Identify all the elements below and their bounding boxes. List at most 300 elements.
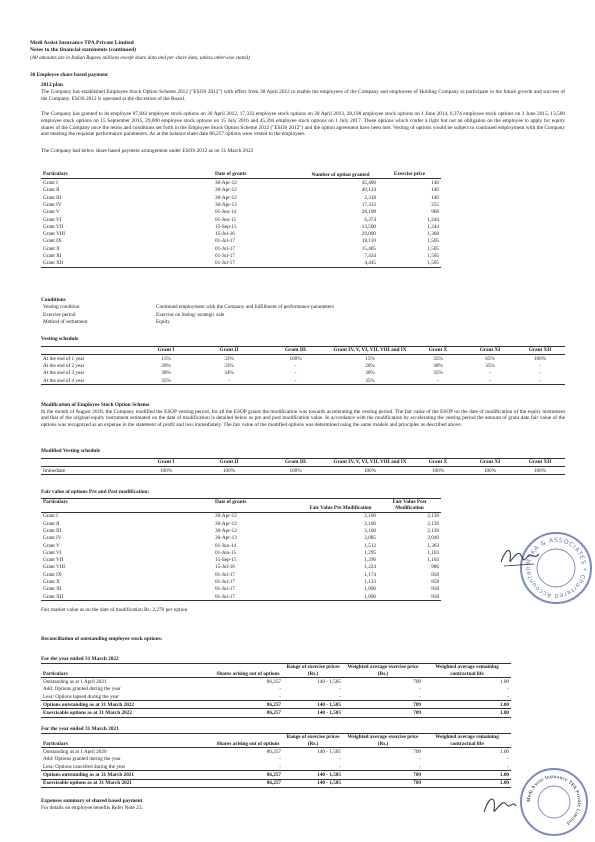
grant-price: 140: [431, 187, 439, 194]
recon-2022-title: For the year ended 31 March 2022: [41, 655, 119, 662]
vesting-cell: 20%: [365, 363, 375, 369]
recon-2021-header: Particulars: [43, 740, 68, 747]
fv-pre: 1,123: [364, 579, 376, 586]
fv-grant: Grant VII: [43, 557, 64, 564]
modvest-header: Grant XI: [479, 459, 501, 466]
section-intro: [30, 72, 565, 154]
recon-2022-total-cell: 140 - 1,505: [283, 709, 343, 717]
fv-grant: Grant IV: [43, 535, 62, 542]
grant-name: Grant XII: [43, 260, 64, 267]
recon-2021-cell: 1.00: [499, 749, 509, 756]
grant-options: 15,405: [361, 245, 376, 252]
recon-2021-cell: 86,257: [266, 749, 281, 756]
modvest-header: Grant III: [285, 459, 306, 466]
recon-2021-cell: -: [339, 763, 341, 770]
grant-price: 255: [431, 201, 439, 208]
grant-price: 140: [431, 194, 439, 201]
condition-value: Equity: [156, 319, 170, 325]
grants-header-number: Number of option granted: [311, 171, 370, 178]
table-row: [41, 466, 565, 474]
vesting-cell: At the end of 2 year: [43, 363, 85, 369]
table-row: [41, 201, 441, 208]
table-row: [41, 512, 441, 520]
table-row: [41, 187, 441, 194]
recon-2022-cell: -: [507, 693, 509, 700]
company-stamp-graphic: [522, 770, 586, 834]
grants-header-price: Exercise price: [393, 171, 426, 177]
auditor-stamp-text: MSKA & ASSOCIATES * Chartered Accountan: [524, 536, 588, 600]
table-row: [41, 535, 441, 542]
intro-paragraph-1: The Company has established Employee Stock Option Scheme 2012 ("ESOS 2012") with effect from 30 April 2012 to enable the employees of the Company and employees of Holding Company to participate in the future growth and success of the Company. ESOS 2012 is operated at the discretion of the Board.: [41, 89, 565, 102]
vesting-header: Grant XI: [479, 347, 501, 354]
fv-post: 858: [431, 593, 439, 600]
fv-date: 30-Apr-12: [215, 528, 237, 534]
fv-header-pre: Fair Value Pre Modification: [309, 505, 372, 512]
table-row: [41, 216, 441, 223]
vesting-header: Grant II: [219, 347, 239, 354]
recon-2021-total-cell: 140 - 1,505: [283, 779, 343, 787]
table-row: [41, 354, 565, 362]
vesting-cell: -: [539, 370, 541, 377]
vesting-cell: -: [437, 377, 439, 384]
fv-pre: 1,224: [364, 564, 376, 571]
grant-options: 45,400: [361, 180, 376, 187]
fv-pre: 1,174: [364, 571, 376, 578]
footer-block: [41, 798, 341, 811]
grant-name: Grant V: [43, 209, 60, 216]
recon-2022-cell: -: [339, 686, 341, 693]
grant-date: 30-Apr-12: [215, 180, 237, 187]
recon-2022-total-cell: 1.00: [423, 709, 511, 717]
fv-post: 858: [431, 571, 439, 578]
recon-2022-total-cell: 86,257: [213, 701, 283, 709]
grant-price: 1,368: [427, 231, 439, 238]
grant-price: 140: [431, 180, 439, 187]
table-row: [41, 208, 441, 215]
fv-post: 2,139: [427, 513, 439, 520]
vesting-cell: -: [228, 377, 230, 384]
table-row: [41, 362, 565, 369]
fv-date: 01-Jul-17: [215, 571, 235, 578]
fv-pre: 2,085: [364, 535, 376, 542]
vesting-cell: -: [489, 370, 491, 377]
table-row: [41, 578, 441, 585]
grants-header-date: Date of grants: [215, 171, 247, 177]
modification-title: Modification of Employee Stock Option Scheme: [41, 402, 150, 408]
recon-2022-cell: -: [419, 693, 421, 700]
page-header: [30, 40, 250, 61]
recon-2022-header: Particulars: [43, 670, 68, 677]
recon-2022-cell: 86,257: [266, 679, 281, 686]
vesting-header: Grant IV, V, VI, VII, VIII and IX: [333, 347, 407, 354]
vesting-cell: At the end of 1 year: [43, 355, 85, 362]
recon-2022-header: Weighted average exercise price (Rs.): [347, 664, 419, 677]
table-row: [41, 370, 565, 377]
grant-name: Grant X: [43, 245, 60, 252]
recon-2021-cell: -: [339, 756, 341, 763]
grant-options: 40,124: [361, 187, 376, 194]
conditions-block: [41, 297, 521, 326]
table-row: [41, 748, 511, 756]
fv-pre: 2,160: [364, 528, 376, 534]
grants-table: [41, 171, 441, 268]
table-row: [41, 318, 521, 325]
grant-price: 1,505: [427, 245, 439, 252]
fair-value-block: [41, 489, 441, 614]
recon-2022-header: Weighted average remaining contractual life: [435, 664, 499, 677]
recon-2022-table: [41, 663, 511, 717]
grant-options: 2,318: [364, 194, 376, 201]
table-row: [41, 179, 441, 187]
modified-vesting-table: [41, 458, 565, 476]
grant-options: 13,500: [361, 223, 376, 230]
grant-price: 966: [431, 209, 439, 216]
conditions-title: Conditions: [41, 297, 66, 303]
grant-date: 30-Apr-12: [215, 187, 237, 194]
table-row: [41, 377, 565, 385]
vesting-cell: 20%: [161, 363, 171, 369]
condition-value: Exercise on listing/ strategic sale: [156, 311, 225, 318]
company-stamp: [520, 768, 588, 836]
modified-vesting-block: [41, 448, 565, 475]
table-row: [41, 586, 441, 593]
reconciliation-block: [41, 636, 511, 788]
vesting-cell: 15%: [161, 355, 171, 362]
modvest-cell: 100%: [222, 467, 236, 474]
fv-date: 30-Apr-12: [215, 520, 237, 527]
vesting-cell: 100%: [533, 355, 547, 362]
table-row: [41, 304, 521, 311]
fv-date: 01-Jul-17: [215, 579, 235, 586]
vesting-cell: 34%: [224, 370, 234, 377]
vesting-cell: 15%: [365, 355, 375, 362]
section-title: 30 Employee share based payment: [30, 72, 108, 78]
recon-2021-cell: 140 - 1,505: [317, 749, 341, 756]
grant-date: 01-Jul-17: [215, 253, 235, 260]
grant-date: 15-Jul-16: [215, 231, 235, 238]
company-stamp-text: Medi Assist Insurance TPA Private Limited: [526, 774, 582, 826]
fv-grant: Grant IX: [43, 571, 62, 578]
table-row: [41, 571, 441, 578]
table-row: [41, 564, 441, 571]
intro-paragraph-3: The Company had below share based payment arrangement under ESOS 2012 as on 31 March 2022: [41, 147, 254, 154]
grant-date: 01-Jul-17: [215, 245, 235, 252]
fv-pre: 2,160: [364, 520, 376, 527]
condition-value: Continued employment with the Company and fulfillment of performance parameters: [156, 304, 334, 311]
vesting-cell: 35%: [365, 377, 375, 384]
vesting-cell: -: [294, 370, 297, 377]
recon-2021-cell: Outstanding as at 1 April 2020: [43, 749, 107, 756]
fv-post: 1,103: [427, 549, 439, 556]
condition-label: Vesting condition: [43, 304, 80, 311]
modvest-header: Grant X: [428, 459, 448, 466]
footer-title: Expenses summary of shared based payment: [41, 798, 143, 804]
fv-date: 01-Jul-17: [215, 586, 235, 593]
recon-2021-total-cell: 1.00: [423, 771, 511, 779]
grant-name: Grant IX: [43, 238, 62, 245]
table-row: [41, 593, 441, 601]
fair-value-table: [41, 498, 441, 602]
recon-2021-total-cell: 86,257: [213, 779, 283, 787]
conditions-table: [41, 304, 521, 326]
fv-post: 2,139: [427, 520, 439, 527]
grant-date: 15-Sep-15: [215, 223, 237, 230]
fv-pre: 1,512: [364, 542, 376, 549]
total-row: [41, 701, 511, 709]
recon-2022-cell: -: [507, 686, 509, 693]
recon-2021-total-cell: 86,257: [213, 771, 283, 779]
vesting-cell: 30%: [433, 363, 443, 369]
footer-text: For details on employee benefits Refer Note 23.: [41, 804, 143, 811]
fv-pre: 1,295: [364, 549, 376, 556]
fv-date: 01-Jul-17: [215, 593, 235, 600]
modvest-header: [41, 458, 136, 466]
fv-post: 858: [431, 579, 439, 586]
recon-2021-header: Weighted average remaining contractual life: [435, 734, 499, 747]
modvest-cell: 100%: [431, 467, 445, 474]
grant-name: Grant II: [43, 187, 60, 194]
recon-2021-cell: -: [279, 763, 281, 770]
grant-date: 30-Apr-13: [215, 201, 237, 208]
vesting-table: [41, 346, 565, 385]
vesting-cell: -: [539, 377, 541, 384]
recon-2022-total-cell: 709: [343, 701, 423, 709]
recon-2022-header: Range of exercise prices (Rs.): [286, 664, 340, 677]
fair-market-value-note: Fair market value as on the date of modification Rs. 2,270 per option.: [41, 607, 189, 614]
recon-2021-cell: -: [419, 763, 421, 770]
total-row: [41, 779, 511, 787]
fv-post: 2,049: [427, 535, 439, 542]
recon-2021-cell: Add: Options granted during the year: [43, 756, 121, 763]
modvest-header: Grant IV, V, VI, VII, VIII and IX: [333, 459, 407, 466]
grant-date: 01-Jul-17: [215, 260, 235, 267]
vesting-header: Grant XII: [528, 347, 552, 354]
vesting-header: Grant III: [285, 347, 306, 354]
grant-price: 1,244: [427, 223, 439, 230]
recon-2021-header: Range of exercise prices (Rs.): [286, 734, 340, 747]
recon-2022-cell: Less: Options lapsed during the year: [43, 693, 119, 700]
recon-2021-header: Weighted average exercise price (Rs.): [347, 734, 419, 747]
vesting-cell: -: [294, 377, 297, 384]
table-row: [41, 678, 511, 686]
modification-paragraph: In the month of August 2018, the Company modified the ESOP vesting period, for all the ESOP grants the modification was towards accelerating the vesting period. The fair value of the ESOP on the date of modification of the equity instrument and that of the original equity instrument estimated on the date of modification is detailed below as pre and post modification value. In accordance with the modification by accelerating the vesting period the amount of grant date fair value of the options was recognized as an expense in the statement of profit and loss immediately. The fair value of the modified options was determined using the same models and principles as described above.: [41, 408, 565, 428]
table-row: [41, 245, 441, 252]
fv-grant: Grant X: [43, 579, 60, 586]
vesting-cell: 30%: [161, 370, 171, 377]
vesting-cell: -: [489, 377, 491, 384]
fv-post: 2,139: [427, 528, 439, 534]
grant-name: Grant IV: [43, 201, 62, 208]
vesting-cell: 33%: [224, 355, 234, 362]
grant-date: 30-Apr-12: [215, 194, 237, 201]
vesting-header: [41, 346, 136, 354]
recon-2021-cell: -: [419, 756, 421, 763]
fv-grant: Grant VIII: [43, 564, 65, 571]
table-row: [41, 693, 511, 701]
vesting-header: Grant I: [157, 347, 175, 354]
vesting-cell: -: [539, 363, 541, 369]
recon-2021-total-cell: 709: [343, 771, 423, 779]
recon-2022-total-cell: Options outstanding as at 31 March 2022: [41, 701, 213, 709]
grant-options: 17,333: [361, 201, 376, 208]
modified-vesting-title: Modified Vesting schedule: [41, 448, 101, 454]
recon-2022-total-cell: 709: [343, 709, 423, 717]
table-row: [41, 194, 441, 201]
grant-name: Grant VIII: [43, 231, 65, 238]
modvest-header: Grant II: [219, 459, 239, 466]
table-row: [41, 549, 441, 556]
fv-post: 858: [431, 586, 439, 593]
table-row: [41, 520, 441, 527]
vesting-cell: 30%: [365, 370, 375, 377]
grant-options: 18,110: [361, 238, 376, 245]
vesting-cell: 35%: [485, 363, 495, 369]
fv-date: 01-Jun-14: [215, 542, 237, 549]
fv-date: 30-Apr-12: [215, 513, 237, 520]
table-row: [41, 311, 521, 318]
fv-header-date: Date of grants: [215, 498, 247, 505]
grant-name: Grant III: [43, 194, 62, 201]
recon-2021-cell: 709: [413, 749, 421, 756]
fv-post: 1,103: [427, 557, 439, 564]
recon-2021-total-cell: 709: [343, 779, 423, 787]
grant-name: Grant VII: [43, 223, 64, 230]
grant-date: 01-Jul-17: [215, 238, 235, 245]
grant-options: 28,198: [361, 209, 376, 216]
table-row: [41, 556, 441, 563]
grant-options: 4,445: [364, 260, 376, 267]
modvest-cell: 100%: [363, 467, 377, 474]
recon-2021-cell: -: [279, 756, 281, 763]
table-row: [41, 542, 441, 549]
recon-2022-cell: -: [419, 686, 421, 693]
fv-date: 30-Apr-13: [215, 535, 237, 542]
vesting-cell: At the end of 3 year: [43, 370, 85, 377]
table-row: [41, 686, 511, 693]
table-row: [41, 223, 441, 230]
fv-grant: Grant V: [43, 542, 60, 549]
fv-date: 15-Jul-16: [215, 564, 235, 571]
grant-price: 1,505: [427, 238, 439, 245]
fv-post: 1,363: [427, 542, 439, 549]
grant-options: 6,374: [364, 216, 376, 223]
modvest-cell: 100%: [159, 467, 173, 474]
recon-2021-total-cell: 1.00: [423, 779, 511, 787]
fv-grant: Grant III: [43, 528, 62, 534]
condition-label: Method of settlement: [43, 319, 88, 325]
recon-2022-cell: -: [279, 693, 281, 700]
intro-paragraph-2: The Company has granted to its employee 87,842 employee stock options on 30 April 2012, 17,333 employee stock options on 30 April 2013, 28,198 employee stock options on 1 June 2014, 6,374 employee stock options on 1 June 2015, 13,500 employee stock options on 15 September 2015, 29,000 employee stock options on 15 July 2016 and 45,394 employee stock options on 1 July 2017. These options which confer a right but not an obligation on the employee to apply for equity shares of the Company once the terms and conditions set forth in the Employee Stock Option Scheme 2012 ("ESOS 2012") and the option agreement have been met. Vesting of options would be subject to continued employment with the Company and meeting the requisite performance parameters. As at the balance sheet date 86,257 options were vested to the employees.: [41, 111, 565, 138]
page-subtitle: Notes to the financial statements (continued): [30, 47, 137, 54]
recon-2021-total-cell: Exercisable options as at 31 March 2021: [41, 779, 213, 787]
fv-grant: Grant XI: [43, 586, 62, 593]
recon-2021-total-cell: Options outstanding as at 31 March 2021: [41, 771, 213, 779]
recon-2022-cell: 709: [413, 679, 421, 686]
company-name: Medi Assist Insurance TPA Private Limited: [30, 40, 134, 46]
recon-2021-total-cell: 140 - 1,505: [283, 771, 343, 779]
condition-label: Exercise period: [43, 311, 76, 318]
vesting-cell: 35%: [433, 370, 443, 377]
fv-grant: Grant II: [43, 520, 60, 527]
fv-pre: 1,296: [364, 557, 376, 564]
recon-2022-cell: 140 - 1,505: [317, 679, 341, 686]
fv-post: 986: [431, 564, 439, 571]
modvest-header: Grant XII: [528, 459, 552, 466]
recon-2022-total-cell: Exercisable options as at 31 March 2022: [41, 709, 213, 717]
grant-name: Grant VI: [43, 216, 62, 223]
fv-pre: 1,096: [364, 586, 376, 593]
table-row: [41, 252, 441, 259]
grant-price: 1,244: [427, 216, 439, 223]
modvest-header: Grant I: [157, 459, 175, 466]
grant-price: 1,505: [427, 253, 439, 260]
modvest-cell: 100%: [289, 467, 302, 474]
recon-2022-header: Shares arising out of options: [216, 670, 280, 677]
fv-grant: Grant VI: [43, 549, 62, 556]
table-row: [41, 527, 441, 534]
modvest-cell: 100%: [533, 467, 547, 474]
vesting-cell: -: [294, 363, 297, 369]
modification-block: [41, 402, 565, 428]
amounts-note: (All amounts are in Indian Rupees millions except share data and per share data, unless otherwise stated): [30, 54, 250, 61]
recon-2021-table: [41, 733, 511, 787]
recon-2022-total-cell: 1.00: [423, 701, 511, 709]
recon-2022-cell: -: [339, 693, 341, 700]
signature-2: [480, 790, 520, 820]
vesting-cell: 33%: [224, 363, 234, 369]
table-row: [41, 230, 441, 237]
vesting-header: Grant X: [428, 347, 448, 354]
fv-date: 15-Sep-15: [215, 557, 237, 564]
grant-date: 01-Jun-15: [215, 216, 237, 223]
fair-value-title: Fair value of options Pre and Post modification:: [41, 489, 150, 495]
table-row: [41, 756, 511, 763]
total-row: [41, 771, 511, 779]
grants-header-particulars: Particulars: [43, 171, 68, 177]
recon-2022-cell: Outstanding as at 1 April 2021: [43, 679, 107, 686]
modvest-cell: 100%: [483, 467, 497, 474]
total-row: [41, 709, 511, 717]
fv-pre: 1,096: [364, 593, 376, 600]
grant-name: Grant XI: [43, 253, 62, 260]
vesting-cell: At the end of 4 year: [43, 377, 85, 384]
vesting-block: [41, 336, 565, 385]
modvest-cell: Immediate: [43, 467, 66, 474]
vesting-title: Vesting schedule: [41, 336, 79, 342]
recon-2022-cell: 1.00: [499, 679, 509, 686]
vesting-cell: 65%: [485, 355, 495, 362]
fv-header-particulars: Particulars: [43, 498, 68, 505]
table-row: [41, 763, 511, 771]
table-row: [41, 260, 441, 268]
recon-2021-cell: -: [507, 763, 509, 770]
fv-grant: Grant I: [43, 513, 58, 520]
plan-title: 2012 plan: [41, 81, 63, 88]
signature-1: [498, 542, 542, 572]
grant-name: Grant I: [43, 180, 58, 187]
reconciliation-title: Reconciliation of outstanding employee stock options:: [41, 636, 163, 642]
recon-2021-title: For the year ended 31 March 2021: [41, 725, 119, 732]
vesting-cell: 35%: [161, 377, 171, 384]
fv-grant: Grant XII: [43, 593, 64, 600]
recon-2021-cell: Less: Options cancelled during the year: [43, 763, 126, 770]
grant-options: 7,434: [364, 253, 376, 260]
grant-date: 01-Jun-14: [215, 209, 237, 216]
fv-pre: 2,160: [364, 513, 376, 520]
recon-2022-cell: Add: Options granted during the year: [43, 686, 121, 693]
grant-price: 1,505: [427, 260, 439, 267]
grants-table-block: [41, 171, 441, 268]
